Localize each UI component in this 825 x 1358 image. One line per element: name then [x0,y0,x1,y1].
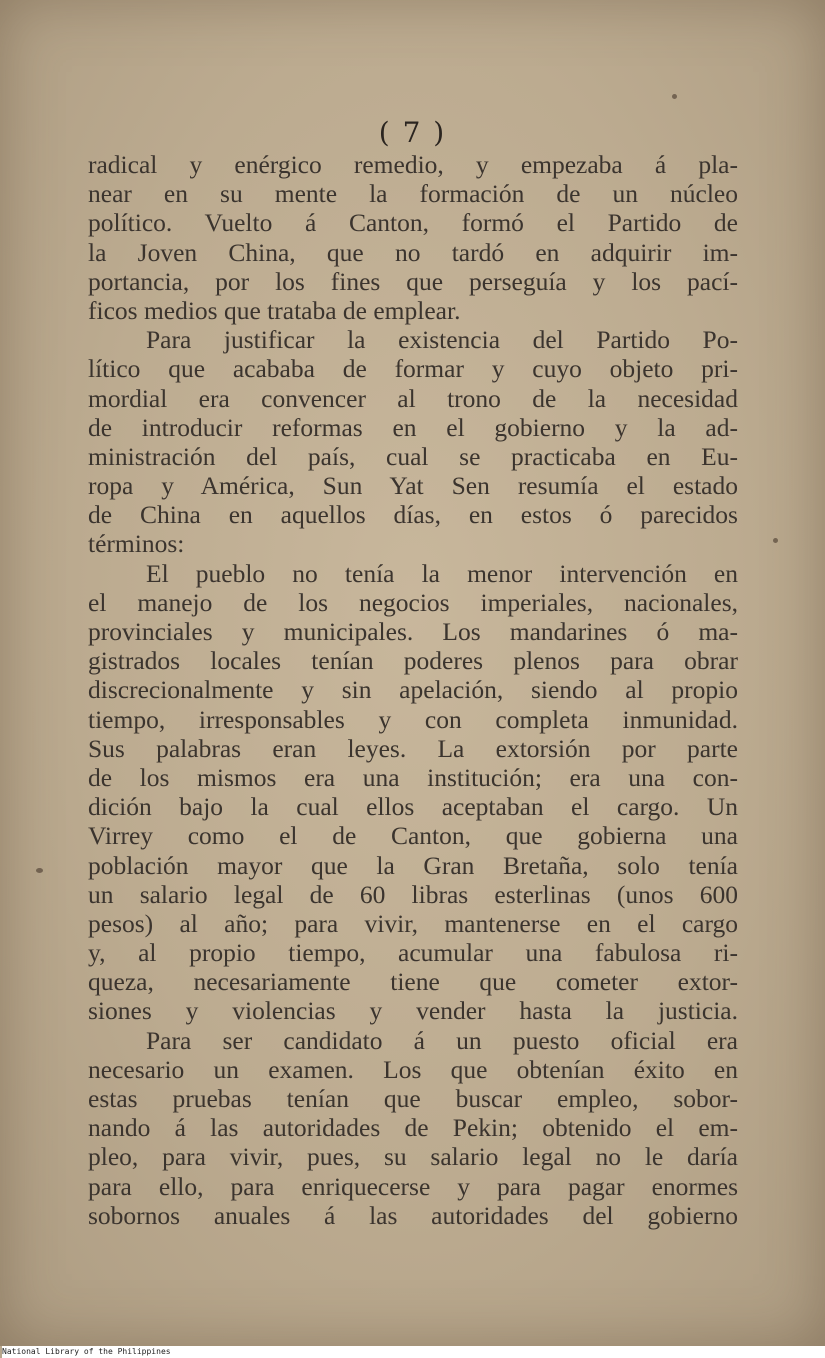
text-line: gistrados locales tenían poderes plenos para obrar [88,646,738,676]
text-line: portancia, por los fines que perseguía y los pací- [88,266,738,296]
text-line: ministración del país, cual se practicaba en Eu- [88,441,738,471]
text-line: queza, necesariamente tiene que cometer extor- [88,967,738,997]
text-line: dición bajo la cual ellos aceptaban el cargo. Un [88,792,738,822]
body-text [88,150,738,1230]
text-line: lítico que acababa de formar y cuyo objeto pri- [88,354,738,384]
text-line: necesario un examen. Los que obtenían éxito en [88,1054,738,1084]
text-line: pleo, para vivir, pues, su salario legal no le daría [88,1142,738,1172]
library-credit: National Library of the Philippines [2,1346,825,1358]
text-line: político. Vuelto á Canton, formó el Partido de [88,208,738,238]
ink-speck [672,94,677,99]
text-line: nando á las autoridades de Pekin; obtenido el em- [88,1113,738,1143]
text-line: estas pruebas tenían que buscar empleo, sobor- [88,1084,738,1113]
text-line: mordial era convencer al trono de la necesidad [88,383,738,413]
text-line: El pueblo no tenía la menor intervención en [146,558,738,588]
text-line: y, al propio tiempo, acumular una fabulosa ri- [88,938,738,968]
text-line: Sus palabras eran leyes. La extorsión por parte [88,733,738,763]
text-line: la Joven China, que no tardó en adquirir im- [88,237,738,267]
text-line: sobornos anuales á las autoridades del gobierno [88,1200,738,1230]
text-line: radical y enérgico remedio, y empezaba á pla- [88,150,738,179]
text-line: siones y violencias y vender hasta la justicia. [88,996,738,1026]
text-line: un salario legal de 60 libras esterlinas (unos 600 [88,879,738,909]
text-line: discrecionalmente y sin apelación, siendo al propio [88,675,738,705]
text-line: tiempo, irresponsables y con completa inmunidad. [88,704,738,734]
text-line: para ello, para enriquecerse y para pagar enormes [88,1171,738,1201]
text-line: ropa y América, Sun Yat Sen resumía el estado [88,471,738,501]
text-line: de China en aquellos días, en estos ó parecidos [88,500,738,530]
text-line: Virrey como el de Canton, que gobierna una [88,821,738,851]
page-number: ( 7 ) [378,116,447,149]
text-line: el manejo de los negocios imperiales, nacionales, [88,587,738,617]
text-line: pesos) al año; para vivir, mantenerse en el cargo [88,908,738,938]
text-line: población mayor que la Gran Bretaña, solo tenía [88,850,738,880]
text-line: de los mismos era una institución; era una con- [88,762,738,792]
ink-speck [36,868,43,873]
ink-speck [773,538,778,543]
text-line: de introducir reformas en el gobierno y la ad- [88,412,738,442]
text-line: near en su mente la formación de un núcleo [88,179,738,209]
text-line: Para ser candidato á un puesto oficial era [146,1025,738,1055]
text-line: Para justificar la existencia del Partido Po- [146,325,738,355]
text-line: provinciales y municipales. Los mandarines ó ma- [88,617,738,646]
text-line: términos: [88,529,185,559]
text-line: ficos medios que trataba de emplear. [88,295,461,325]
